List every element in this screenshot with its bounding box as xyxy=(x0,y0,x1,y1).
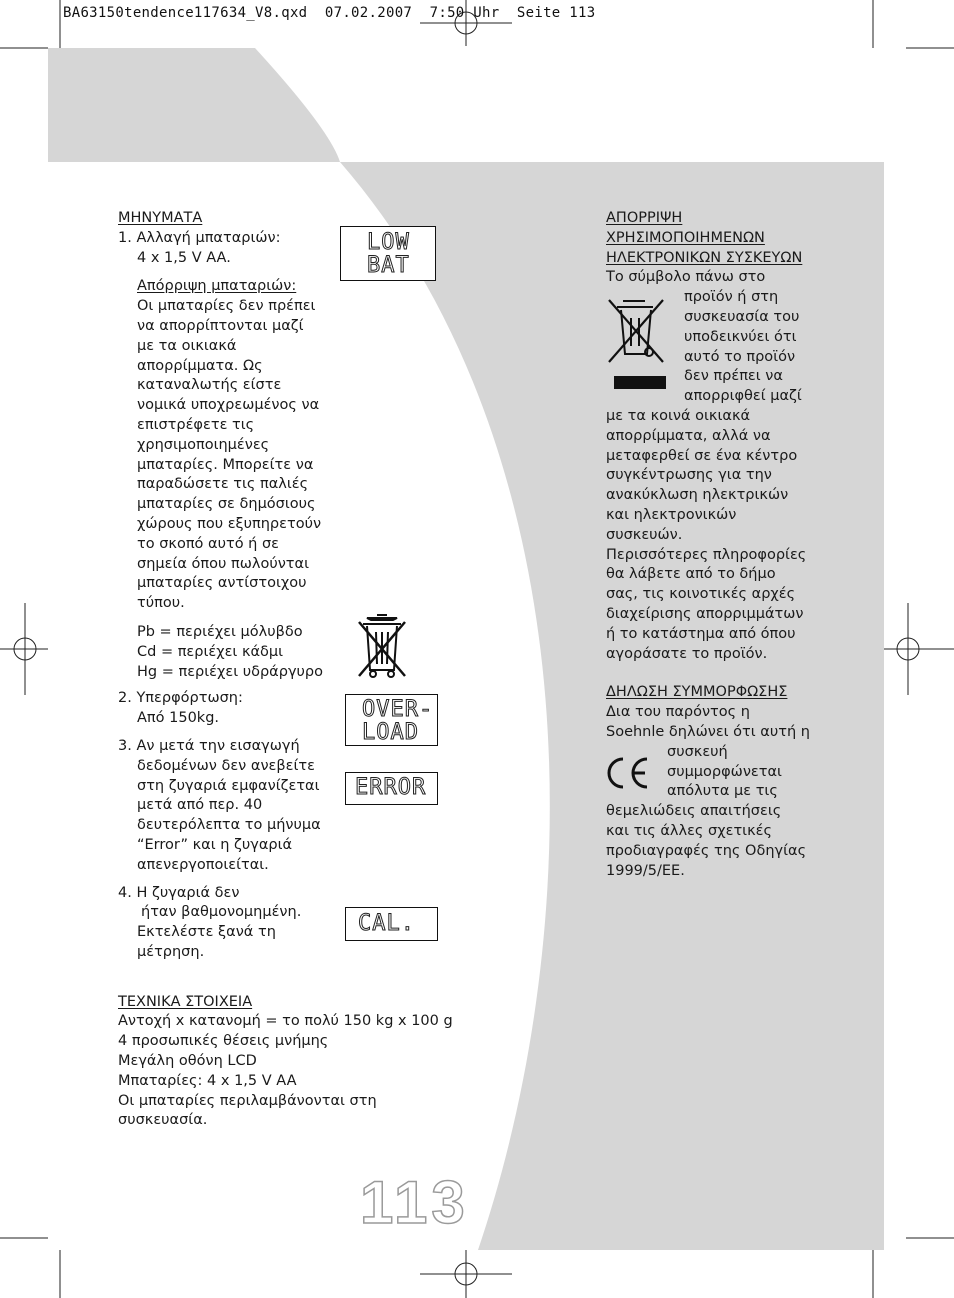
text-line: 4 προσωπικές θέσεις μνήμης xyxy=(118,1033,329,1050)
text-line: χώρους που εξυπηρετούν xyxy=(137,515,322,532)
text-line: το σκοπό αυτό ή σε xyxy=(137,535,280,552)
battery-disposal-text xyxy=(118,297,453,614)
text-line: μπαταρίες αντίστοιχου xyxy=(137,575,307,592)
text-line: με τα κοινά οικιακά xyxy=(606,407,751,424)
text-line: μεταφερθεί σε ένα κέντρο xyxy=(606,447,798,464)
item3-line-1: 3. Αν μετά την εισαγωγή xyxy=(118,737,300,754)
text-line: συγκέντρωσης για την xyxy=(606,467,772,484)
text-line: δεδομένων δεν ανεβείτε xyxy=(137,757,315,774)
text-line: απόλυτα με τις xyxy=(667,783,778,800)
text-line: συσκευασία. xyxy=(118,1112,208,1129)
text-line: Μπαταρίες: 4 x 1,5 V AA xyxy=(118,1072,297,1089)
text-line: Οι μπαταρίες περιλαμβάνονται στη xyxy=(118,1092,377,1109)
text-line: μπαταρίες σε δημόσιους xyxy=(137,496,316,513)
heading-line: ΗΛΕΚΤΡΟΝΙΚΩΝ ΣΥΣΚΕΥΩΝ xyxy=(606,249,803,266)
print-header: BA63150tendence117634_V8.qxd 07.02.2007 7:50 Uhr Seite 113 xyxy=(63,5,596,21)
text-line: Το σύμβολο πάνω στο xyxy=(606,269,766,286)
item4-line-4: μέτρηση. xyxy=(137,943,205,960)
text-line: Οι μπαταρίες δεν πρέπει xyxy=(137,298,316,315)
text-line: στη ζυγαριά εμφανίζεται xyxy=(137,777,320,794)
page-number: 113 xyxy=(360,1169,469,1236)
item2-line-2: Από 150kg. xyxy=(137,710,220,727)
heading-line: ΑΠΟΡΡΙΨΗ xyxy=(606,210,683,226)
text-line: δευτερόλεπτα το μήνυμα xyxy=(137,817,321,834)
item4-line-2: ήταν βαθμονομημένη. xyxy=(141,904,302,921)
weee-bin-icon xyxy=(603,292,669,392)
text-line: απορρίμματα. Ως xyxy=(137,357,263,374)
text-line: ανακύκλωση ηλεκτρικών xyxy=(606,487,789,504)
text-line: νομικά υποχρεωμένος να xyxy=(137,397,320,414)
item1-line-1: 1. Αλλαγή μπαταριών: xyxy=(118,229,281,246)
text-line: μπαταρίες. Μπορείτε να xyxy=(137,456,314,473)
item1-line-2: 4 x 1,5 V AA. xyxy=(137,249,231,266)
text-line: συσκευή xyxy=(667,743,728,760)
text-line: ή το κατάστημα από όπου xyxy=(606,625,796,642)
text-line: διαχείρισης απορριμμάτων xyxy=(606,605,804,622)
text-line: απενεργοποιείται. xyxy=(137,856,269,873)
text-line: “Error” και η ζυγαριά xyxy=(137,836,293,853)
text-line: σημεία όπου πωλούνται xyxy=(137,555,309,572)
lcd-cal xyxy=(345,907,438,941)
crossed-bin-icon xyxy=(353,612,411,680)
text-line: απορρίμματα, αλλά να xyxy=(606,427,771,444)
text-line: συμμορφώνεται xyxy=(667,763,782,780)
metal-hg: Hg = περιέχει υδράργυρο xyxy=(137,663,323,680)
text-line: συσκευασία του xyxy=(684,308,800,325)
text-line: αγοράσατε το προϊόν. xyxy=(606,645,768,662)
text-line: θα λάβετε από το δήμο xyxy=(606,566,776,583)
text-line: 1999/5/ΕΕ. xyxy=(606,862,685,879)
text-line: Αντοχή x κατανομή = το πολύ 150 kg x 100 g xyxy=(118,1013,453,1030)
text-line: καταναλωτής είστε xyxy=(137,377,282,394)
text-line: Soehnle δηλώνει ότι αυτή η xyxy=(606,723,810,740)
text-line: θεμελιώδεις απαιτήσεις xyxy=(606,803,782,820)
item4-line-1: 4. Η ζυγαριά δεν xyxy=(118,884,240,901)
metal-cd: Cd = περιέχει κάδμι xyxy=(137,643,284,660)
weee-heading xyxy=(606,209,810,268)
conformity-heading: ΔΗΛΩΣΗ ΣΥΜΜΟΡΦΩΣΗΣ xyxy=(606,684,788,701)
lcd-text: LOW xyxy=(367,230,410,255)
text-line: Μεγάλη οθόνη LCD xyxy=(118,1053,257,1070)
lcd-text: ERROR xyxy=(355,775,427,800)
text-line: προδιαγραφές της Οδηγίας xyxy=(606,842,807,859)
tech-data-heading: ΤΕΧΝΙΚΑ ΣΤΟΙΧΕΙΑ xyxy=(118,993,253,1010)
text-line: χρησιμοποιημένες xyxy=(137,436,270,453)
text-line: παραδώσετε τις παλιές xyxy=(137,476,309,493)
text-line: Περισσότερες πληροφορίες xyxy=(606,546,807,563)
item4-line-3: Εκτελέστε ξανά τη xyxy=(137,924,276,941)
messages-heading: ΜΗΝΥΜΑΤΑ xyxy=(118,210,203,226)
ce-mark-icon xyxy=(603,755,651,791)
text-line: συσκευών. xyxy=(606,526,683,543)
conformity-text xyxy=(606,802,810,881)
text-line: και ηλεκτρονικών xyxy=(606,506,737,523)
tech-data-text xyxy=(118,1012,453,1131)
lcd-low-bat xyxy=(340,226,436,281)
text-line: σας, τις κοινοτικές αρχές xyxy=(606,586,796,603)
heading-line: ΧΡΗΣΙΜΟΠΟΙΗΜΕΝΩΝ xyxy=(606,229,765,246)
text-line: επιστρέφετε τις xyxy=(137,416,255,433)
metal-pb: Pb = περιέχει μόλυβδο xyxy=(137,623,303,640)
lcd-text: OVER- xyxy=(362,697,434,722)
battery-disposal-heading: Απόρριψη μπαταριών: xyxy=(137,278,297,295)
text-line: προϊόν ή στη xyxy=(684,289,779,306)
text-line: δεν πρέπει να xyxy=(684,368,783,385)
lcd-overload xyxy=(345,694,438,746)
text-line: απορριφθεί μαζί xyxy=(684,388,802,405)
text-line: τύπου. xyxy=(137,595,185,612)
text-line: αυτό το προϊόν xyxy=(684,348,796,365)
weee-text xyxy=(606,407,810,664)
text-line: με τα οικιακά xyxy=(137,337,237,354)
text-line: Δια του παρόντος η xyxy=(606,704,750,721)
lcd-error xyxy=(345,772,438,805)
text-line: υποδεικνύει ότι xyxy=(684,328,797,345)
text-line: μετά από περ. 40 xyxy=(137,797,263,814)
lcd-text: CAL. xyxy=(358,911,415,936)
lcd-text: LOAD xyxy=(362,720,419,745)
text-line: και τις άλλες σχετικές xyxy=(606,822,772,839)
item2-line-1: 2. Υπερφόρτωση: xyxy=(118,690,243,707)
lcd-text: BAT xyxy=(367,253,410,278)
text-line: να απορρίπτονται μαζί xyxy=(137,317,304,334)
